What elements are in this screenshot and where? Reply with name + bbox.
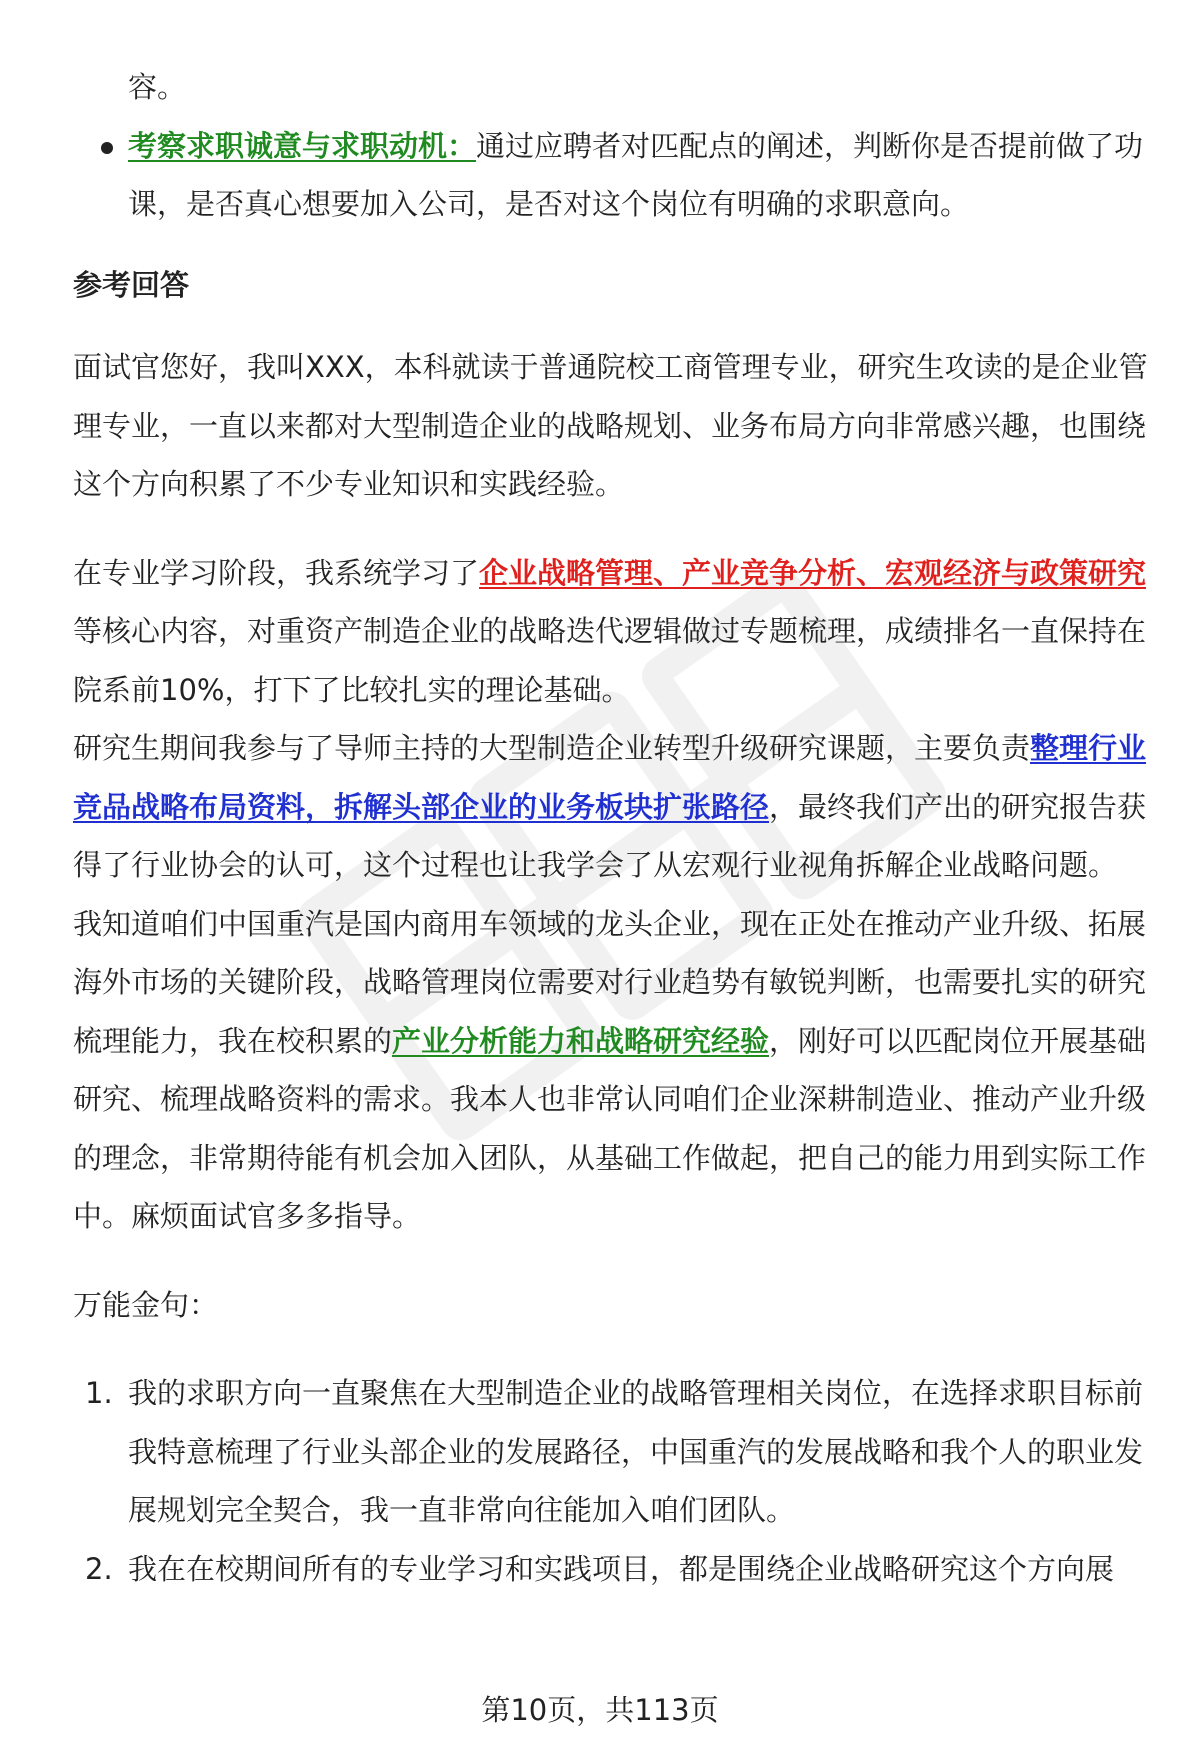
text-span: ，刚好可以匹配岗位开展基础研究、梳理战略资料的需求。我本人也非常认同咱们企业深耕制造业、推动产业升级的理念，非常期待能有机会加入团队，从基础工作做起，把自己的能力用到实际工作中。麻烦面试官多多指导。 bbox=[73, 1023, 1147, 1233]
bullet-item-motivation bbox=[73, 117, 1153, 234]
page-content bbox=[73, 58, 1153, 1598]
bullet-label: 考察求职诚意与求职动机： bbox=[128, 128, 477, 163]
highlight-green: 产业分析能力和战略研究经验 bbox=[392, 1023, 770, 1058]
reference-heading: 参考回答 bbox=[73, 267, 190, 302]
golden-heading: 万能金句： bbox=[73, 1287, 219, 1322]
text-span: 我知道咱们中国重汽是国内商用车领域的龙头企业，现在正处在推动产业升级、拓展海外市场的关键阶段，战略管理岗位需要对行业趋势有敏锐判断，也需要扎实的研究梳理能力，我在校积累的 bbox=[73, 906, 1147, 1058]
answer-paragraph-2 bbox=[73, 544, 1153, 720]
highlight-red: 企业战略管理、产业竞争分析、宏观经济与政策研究 bbox=[479, 555, 1147, 590]
list-number: 1. bbox=[85, 1376, 113, 1410]
text-span: 等核心内容，对重资产制造企业的战略迭代逻辑做过专题梳理，成绩排名一直保持在院系前10%，打下了比较扎实的理论基础。 bbox=[73, 614, 1147, 707]
bullet-text: 通过应聘者对匹配点的阐述，判断你是否提前做了功课，是否真心想要加入公司，是否对这个岗位有明确的求职意向。 bbox=[128, 128, 1144, 221]
answer-paragraph-4 bbox=[73, 895, 1153, 1246]
highlight-blue: 整理行业竞品战略布局资料，拆解头部企业的业务板块扩张路径 bbox=[73, 731, 1147, 824]
page-number-footer: 第10页，共113页 bbox=[481, 1693, 719, 1727]
list-item bbox=[73, 1540, 1153, 1599]
list-item bbox=[73, 1364, 1153, 1540]
bullet-dot-icon bbox=[101, 142, 113, 154]
list-number: 2. bbox=[85, 1551, 113, 1586]
list-text: 我的求职方向一直聚焦在大型制造企业的战略管理相关岗位，在选择求职目标前我特意梳理了行业头部企业的发展路径，中国重汽的发展战略和我个人的职业发展规划完全契合，我一直非常向往能加入咱们团队。 bbox=[128, 1376, 1144, 1527]
text-span: 研究生期间我参与了导师主持的大型制造企业转型升级研究课题，主要负责 bbox=[73, 731, 1031, 765]
list-text: 我在在校期间所有的专业学习和实践项目，都是围绕企业战略研究这个方向展 bbox=[128, 1551, 1115, 1586]
text-span: 在专业学习阶段，我系统学习了 bbox=[73, 555, 480, 590]
text-span: ，最终我们产出的研究报告获得了行业协会的认可，这个过程也让我学会了从宏观行业视角拆解企业战略问题。 bbox=[73, 789, 1147, 882]
answer-paragraph-1: 面试官您好，我叫XXX，本科就读于普通院校工商管理专业，研究生攻读的是企业管理专业，一直以来都对大型制造企业的战略规划、业务布局方向非常感兴趣，也围绕这个方向积累了不少专业知识和实践经验。 bbox=[73, 350, 1148, 501]
answer-paragraph-3 bbox=[73, 719, 1153, 895]
bullet-continuation: 容。 bbox=[128, 70, 187, 104]
